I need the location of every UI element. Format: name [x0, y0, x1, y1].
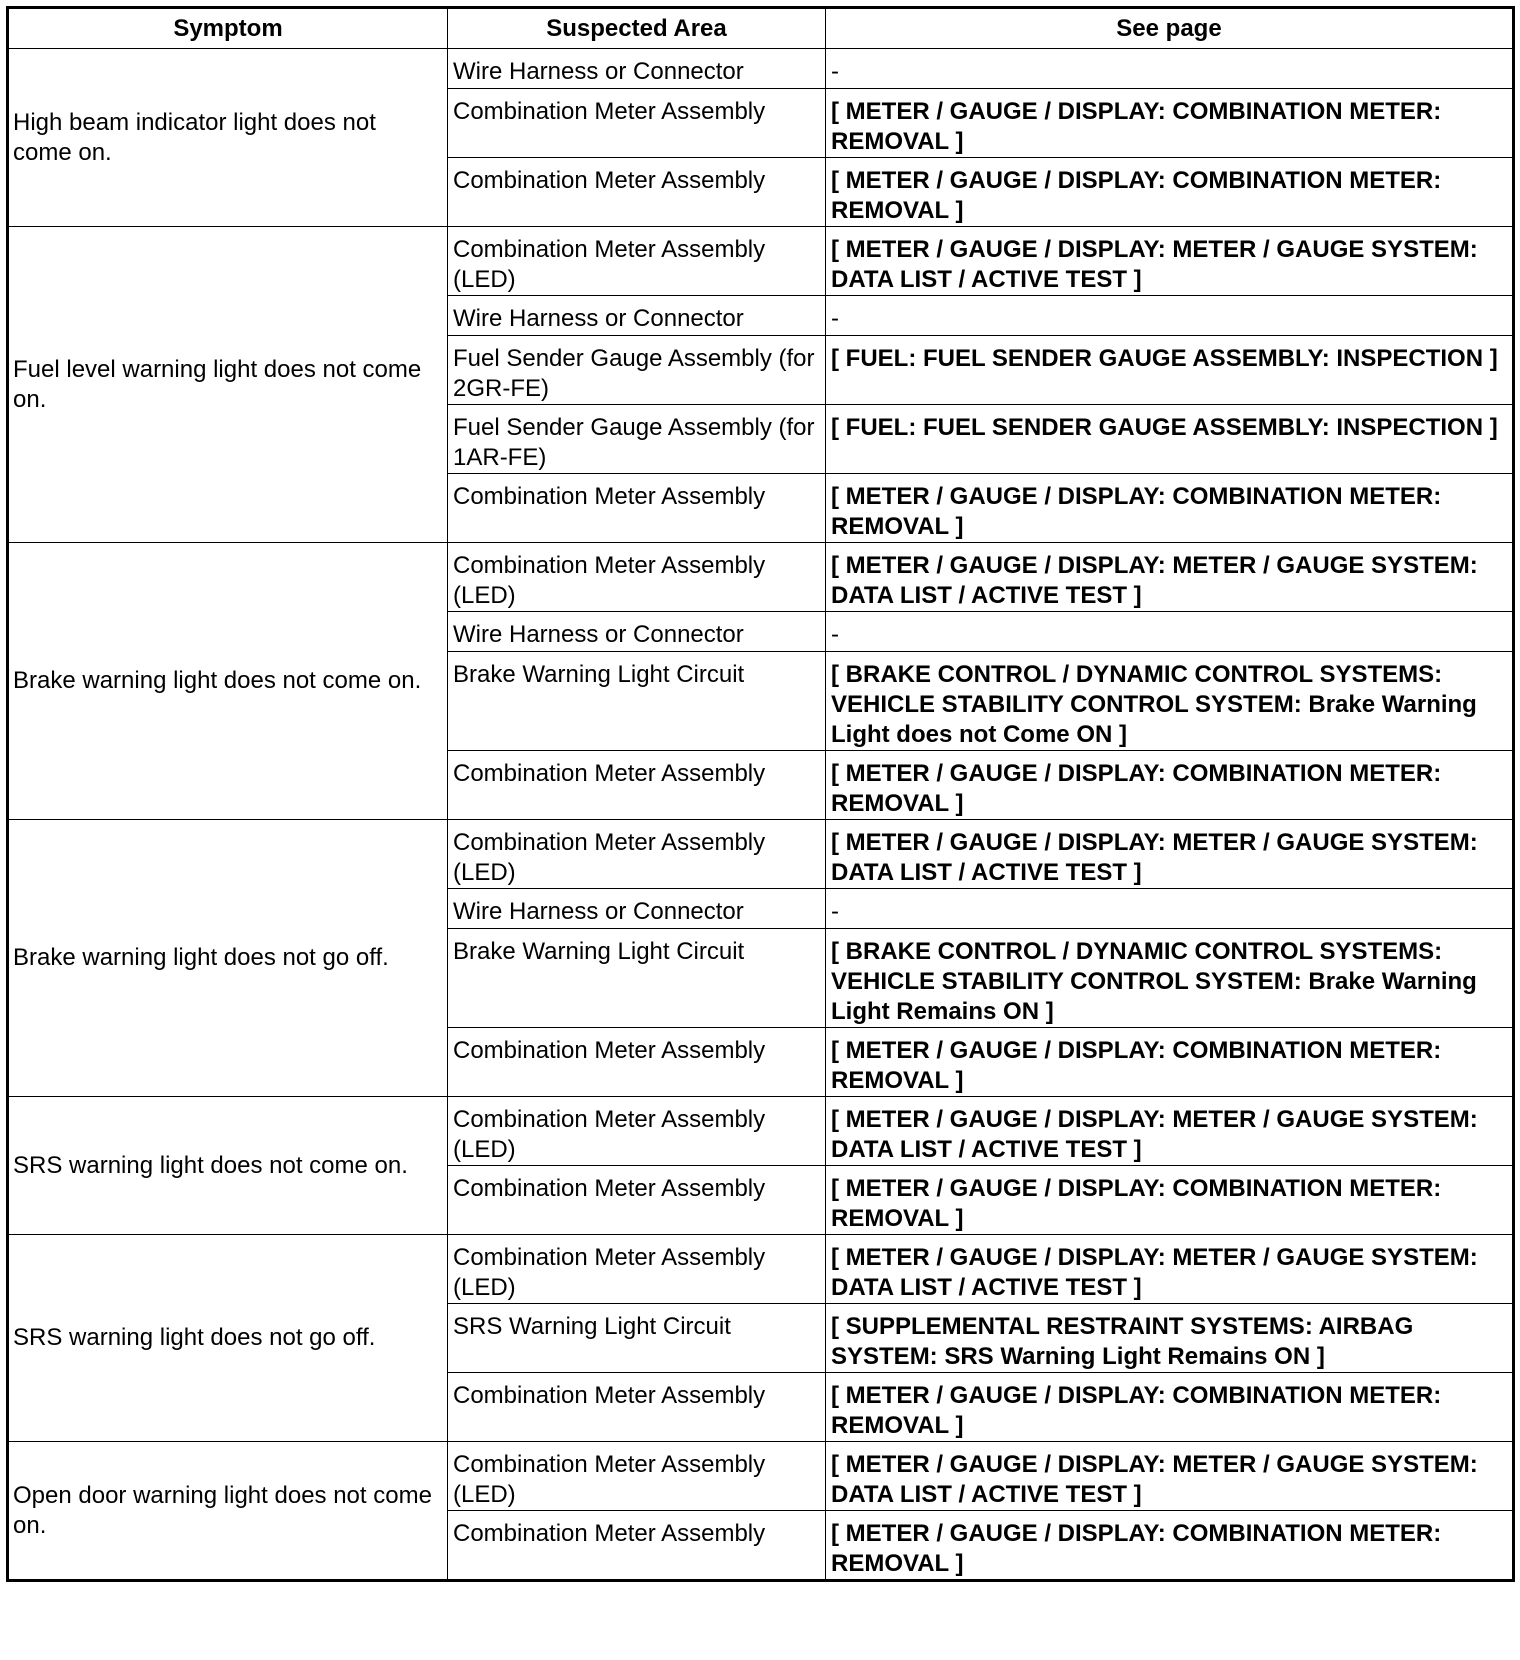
see-page-cell: [ FUEL: FUEL SENDER GAUGE ASSEMBLY: INSPECTION ] [826, 405, 1514, 474]
table-row [8, 820, 1514, 889]
header-row [8, 8, 1514, 49]
symptom-cell: Brake warning light does not go off. [8, 820, 448, 1097]
symptom-cell: SRS warning light does not come on. [8, 1097, 448, 1235]
suspected-area-cell: Combination Meter Assembly [448, 1373, 826, 1442]
see-page-cell: [ METER / GAUGE / DISPLAY: METER / GAUGE SYSTEM: DATA LIST / ACTIVE TEST ] [826, 543, 1514, 612]
header-symptom: Symptom [8, 8, 448, 49]
table-row [8, 1442, 1514, 1511]
suspected-area-cell: Combination Meter Assembly (LED) [448, 227, 826, 296]
suspected-area-cell: Wire Harness or Connector [448, 889, 826, 929]
see-page-cell: [ BRAKE CONTROL / DYNAMIC CONTROL SYSTEMS: VEHICLE STABILITY CONTROL SYSTEM: Brake Warning Light does not Come ON ] [826, 652, 1514, 751]
symptom-cell: High beam indicator light does not come on. [8, 49, 448, 227]
see-page-cell: [ METER / GAUGE / DISPLAY: COMBINATION METER: REMOVAL ] [826, 1166, 1514, 1235]
see-page-cell: [ METER / GAUGE / DISPLAY: COMBINATION METER: REMOVAL ] [826, 1028, 1514, 1097]
troubleshooting-table [6, 6, 1515, 1582]
suspected-area-cell: Combination Meter Assembly (LED) [448, 820, 826, 889]
suspected-area-cell: Combination Meter Assembly [448, 474, 826, 543]
header-see-page: See page [826, 8, 1514, 49]
suspected-area-cell: Combination Meter Assembly [448, 89, 826, 158]
suspected-area-cell: Wire Harness or Connector [448, 612, 826, 652]
see-page-cell: [ METER / GAUGE / DISPLAY: COMBINATION METER: REMOVAL ] [826, 1511, 1514, 1581]
suspected-area-cell: Combination Meter Assembly (LED) [448, 1442, 826, 1511]
suspected-area-cell: Combination Meter Assembly [448, 1166, 826, 1235]
table-body [8, 49, 1514, 1581]
see-page-cell: [ METER / GAUGE / DISPLAY: COMBINATION METER: REMOVAL ] [826, 158, 1514, 227]
symptom-cell: Fuel level warning light does not come on. [8, 227, 448, 543]
table-row [8, 543, 1514, 612]
suspected-area-cell: Combination Meter Assembly (LED) [448, 543, 826, 612]
table-row [8, 1097, 1514, 1166]
see-page-cell: [ METER / GAUGE / DISPLAY: COMBINATION METER: REMOVAL ] [826, 751, 1514, 820]
see-page-cell: [ METER / GAUGE / DISPLAY: METER / GAUGE SYSTEM: DATA LIST / ACTIVE TEST ] [826, 820, 1514, 889]
header-suspected-area: Suspected Area [448, 8, 826, 49]
see-page-cell: [ METER / GAUGE / DISPLAY: METER / GAUGE SYSTEM: DATA LIST / ACTIVE TEST ] [826, 1442, 1514, 1511]
see-page-cell: [ FUEL: FUEL SENDER GAUGE ASSEMBLY: INSPECTION ] [826, 336, 1514, 405]
suspected-area-cell: Combination Meter Assembly [448, 1028, 826, 1097]
symptom-cell: Open door warning light does not come on. [8, 1442, 448, 1581]
table-row [8, 1235, 1514, 1304]
see-page-cell: [ METER / GAUGE / DISPLAY: COMBINATION METER: REMOVAL ] [826, 1373, 1514, 1442]
symptom-cell: Brake warning light does not come on. [8, 543, 448, 820]
see-page-cell: [ METER / GAUGE / DISPLAY: COMBINATION METER: REMOVAL ] [826, 474, 1514, 543]
suspected-area-cell: Combination Meter Assembly [448, 158, 826, 227]
see-page-cell: [ METER / GAUGE / DISPLAY: METER / GAUGE SYSTEM: DATA LIST / ACTIVE TEST ] [826, 1235, 1514, 1304]
see-page-cell: [ METER / GAUGE / DISPLAY: METER / GAUGE SYSTEM: DATA LIST / ACTIVE TEST ] [826, 227, 1514, 296]
suspected-area-cell: Brake Warning Light Circuit [448, 652, 826, 751]
see-page-cell: - [826, 612, 1514, 652]
see-page-cell: [ METER / GAUGE / DISPLAY: COMBINATION METER: REMOVAL ] [826, 89, 1514, 158]
suspected-area-cell: SRS Warning Light Circuit [448, 1304, 826, 1373]
see-page-cell: [ SUPPLEMENTAL RESTRAINT SYSTEMS: AIRBAG SYSTEM: SRS Warning Light Remains ON ] [826, 1304, 1514, 1373]
suspected-area-cell: Combination Meter Assembly [448, 1511, 826, 1581]
symptom-cell: SRS warning light does not go off. [8, 1235, 448, 1442]
see-page-cell: [ METER / GAUGE / DISPLAY: METER / GAUGE SYSTEM: DATA LIST / ACTIVE TEST ] [826, 1097, 1514, 1166]
table-row [8, 227, 1514, 296]
suspected-area-cell: Wire Harness or Connector [448, 296, 826, 336]
suspected-area-cell: Brake Warning Light Circuit [448, 929, 826, 1028]
table-row [8, 49, 1514, 89]
see-page-cell: - [826, 49, 1514, 89]
suspected-area-cell: Combination Meter Assembly (LED) [448, 1097, 826, 1166]
see-page-cell: - [826, 889, 1514, 929]
see-page-cell: [ BRAKE CONTROL / DYNAMIC CONTROL SYSTEMS: VEHICLE STABILITY CONTROL SYSTEM: Brake Warning Light Remains ON ] [826, 929, 1514, 1028]
see-page-cell: - [826, 296, 1514, 336]
suspected-area-cell: Combination Meter Assembly (LED) [448, 1235, 826, 1304]
suspected-area-cell: Combination Meter Assembly [448, 751, 826, 820]
suspected-area-cell: Wire Harness or Connector [448, 49, 826, 89]
suspected-area-cell: Fuel Sender Gauge Assembly (for 1AR-FE) [448, 405, 826, 474]
suspected-area-cell: Fuel Sender Gauge Assembly (for 2GR-FE) [448, 336, 826, 405]
